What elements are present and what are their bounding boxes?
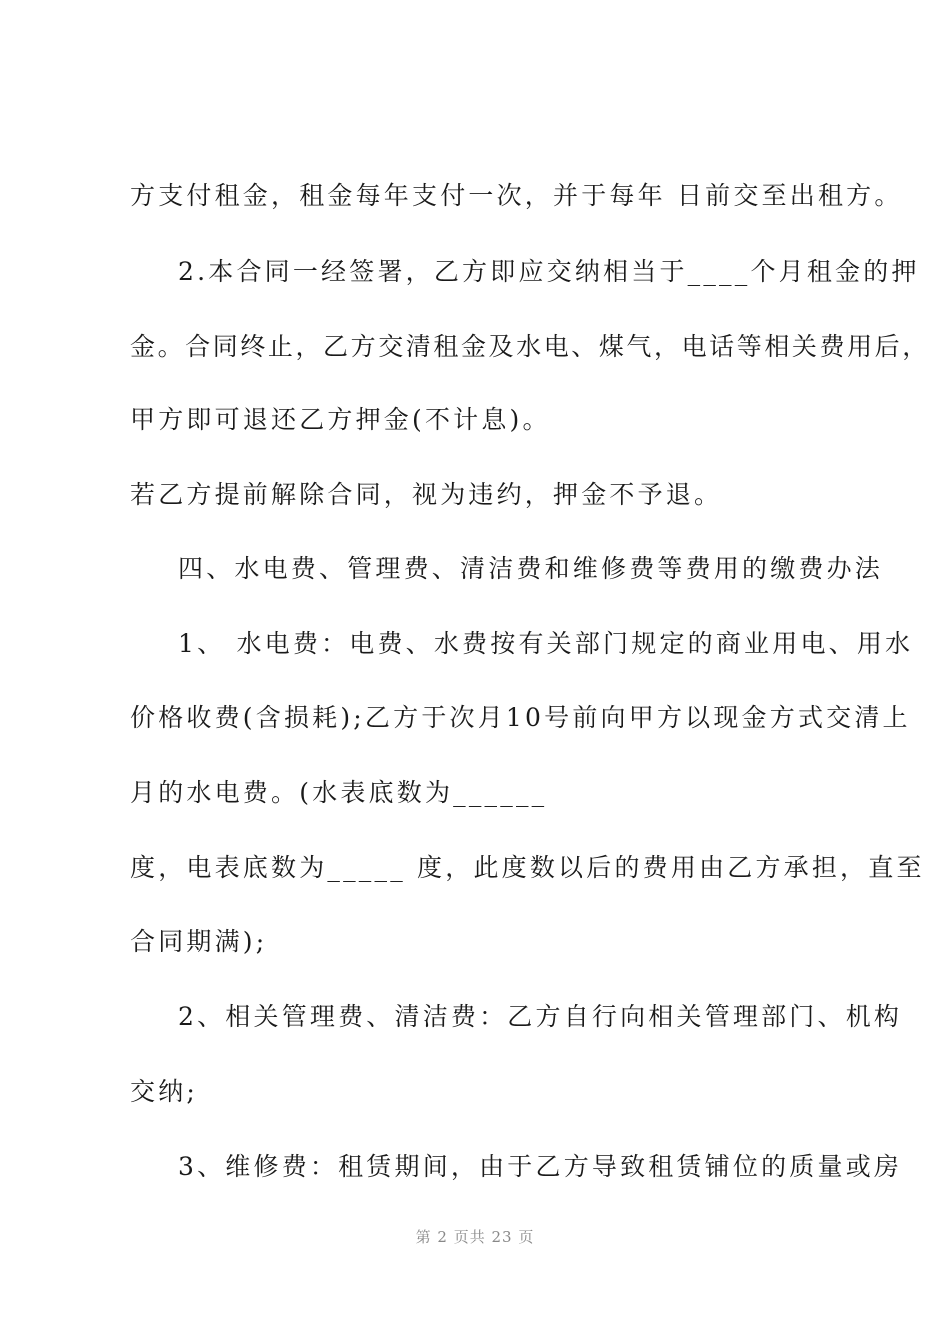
text-line: 1、 水电费：电费、水费按有关部门规定的商业用电、用水 (178, 629, 914, 658)
text-line: 月的水电费。(水表底数为______ (130, 778, 548, 807)
text-line: 交纳; (130, 1077, 199, 1106)
text-line: 方支付租金，租金每年支付一次，并于每年 日前交至出租方。 (130, 181, 903, 210)
page-number-footer: 第 2 页共 23 页 (415, 1228, 535, 1246)
text-line: 3、维修费：租赁期间，由于乙方导致租赁铺位的质量或房 (178, 1152, 903, 1181)
text-line: 2、相关管理费、清洁费：乙方自行向相关管理部门、机构 (178, 1002, 903, 1031)
text-line: 金。合同终止，乙方交清租金及水电、煤气，电话等相关费用后， (130, 332, 930, 361)
text-line: 2.本合同一经签署，乙方即应交纳相当于____个月租金的押 (178, 257, 920, 286)
text-line: 度，电表底数为_____ 度，此度数以后的费用由乙方承担，直至 (130, 853, 925, 882)
text-line: 甲方即可退还乙方押金(不计息)。 (130, 405, 551, 434)
section-heading: 四、水电费、管理费、清洁费和维修费等费用的缴费办法 (178, 554, 884, 583)
text-line: 合同期满); (130, 927, 268, 956)
text-line: 若乙方提前解除合同，视为违约，押金不予退。 (130, 480, 723, 509)
text-line: 价格收费(含损耗);乙方于次月10号前向甲方以现金方式交清上 (130, 703, 911, 732)
